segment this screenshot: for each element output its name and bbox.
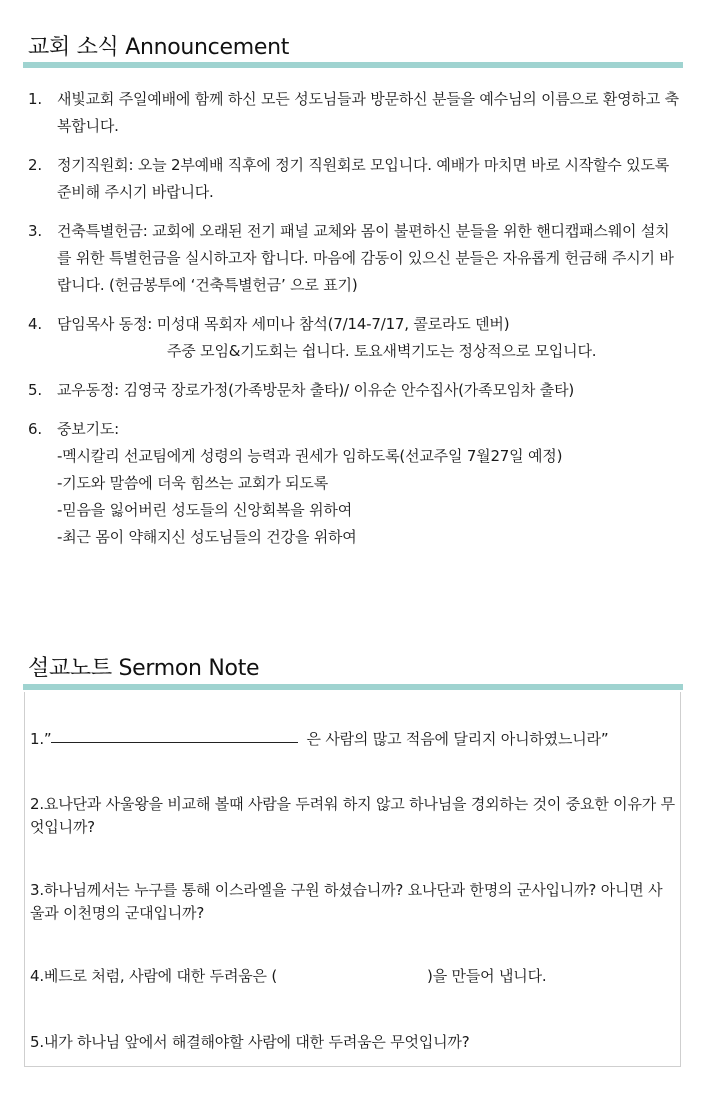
prayer-line: -최근 몸이 약해지신 성도님들의 건강을 위하여 bbox=[57, 528, 357, 546]
sermon-question-1 bbox=[30, 728, 675, 751]
item-number: 6. bbox=[28, 420, 42, 438]
item-text: 중보기도: bbox=[57, 420, 120, 438]
announcement-item bbox=[24, 86, 680, 140]
item-number: 4. bbox=[28, 315, 42, 333]
announcement-list bbox=[24, 86, 680, 563]
item-number: 5. bbox=[28, 381, 42, 399]
sermon-question-3: 3.하나님께서는 누구를 통해 이스라엘을 구원 하셨습니까? 요나단과 한명의 군사입니까? 아니면 사울과 이천명의 군대입니까? bbox=[30, 881, 663, 922]
item-text: 교우동정: 김영국 장로가정(가족방문차 출타)/ 이유순 안수집사(가족모임차 출타) bbox=[57, 381, 575, 399]
q1-suffix: 은 사람의 많고 적음에 달리지 아니하였느니라” bbox=[306, 730, 609, 748]
item-text: 새빛교회 주일예배에 함께 하신 모든 성도님들과 방문하신 분들을 예수님의 이름으로 환영하고 축복합니다. bbox=[57, 90, 679, 135]
q4-suffix: )을 만들어 냅니다. bbox=[427, 967, 547, 985]
item-text: 담임목사 동정: 미성대 목회자 세미나 참석(7/14-7/17, 콜로라도 덴버) bbox=[57, 315, 510, 333]
item-number: 3. bbox=[28, 222, 42, 240]
sermon-divider bbox=[23, 684, 683, 690]
prayer-line: -기도와 말씀에 더욱 힘쓰는 교회가 되도록 bbox=[57, 474, 328, 492]
announcement-item bbox=[24, 152, 680, 206]
prayer-line: -믿음을 잃어버린 성도들의 신앙회복을 위하여 bbox=[57, 501, 352, 519]
sermon-note-box bbox=[24, 692, 681, 1067]
q4-prefix: 4.베드로 처럼, 사람에 대한 두려움은 ( bbox=[30, 967, 278, 985]
q1-prefix: 1.” bbox=[30, 730, 52, 748]
announcement-divider bbox=[23, 62, 683, 68]
fill-in-blank[interactable] bbox=[51, 741, 298, 743]
announcement-item bbox=[24, 416, 680, 551]
sermon-title: 설교노트 Sermon Note bbox=[28, 656, 260, 681]
item-number: 2. bbox=[28, 156, 42, 174]
sermon-question-5: 5.내가 하나님 앞에서 해결해야할 사람에 대한 두려움은 무엇입니까? bbox=[30, 1033, 470, 1051]
item-number: 1. bbox=[28, 90, 42, 108]
item-text: 정기직원회: 오늘 2부예배 직후에 정기 직원회로 모입니다. 예배가 마치면 바로 시작할수 있도록 준비해 주시기 바랍니다. bbox=[57, 156, 670, 201]
item-text-continued: 주중 모임&기도회는 쉽니다. 토요새벽기도는 정상적으로 모입니다. bbox=[167, 342, 597, 360]
sermon-question-4 bbox=[30, 965, 675, 988]
item-text: 건축특별헌금: 교회에 오래된 전기 패널 교체와 몸이 불편하신 분들을 위한 핸디캡패스웨이 설치를 위한 특별헌금을 실시하고자 합니다. 마음에 감동이 있으신 분들은 자유롭게 헌금해 주시기 바랍니다. (헌금봉투에 ‘건축특별헌금’ 으로 표기) bbox=[57, 222, 674, 294]
announcement-item bbox=[24, 218, 680, 299]
announcement-item bbox=[24, 377, 680, 404]
sermon-question-2: 2.요나단과 사울왕을 비교해 볼때 사람을 두려워 하지 않고 하나님을 경외하는 것이 중요한 이유가 무엇입니까? bbox=[30, 795, 675, 836]
prayer-line: -멕시칼리 선교팀에게 성령의 능력과 권세가 임하도록(선교주일 7월27일 예정) bbox=[57, 447, 563, 465]
announcement-item bbox=[24, 311, 680, 365]
announcement-title: 교회 소식 Announcement bbox=[28, 35, 290, 60]
